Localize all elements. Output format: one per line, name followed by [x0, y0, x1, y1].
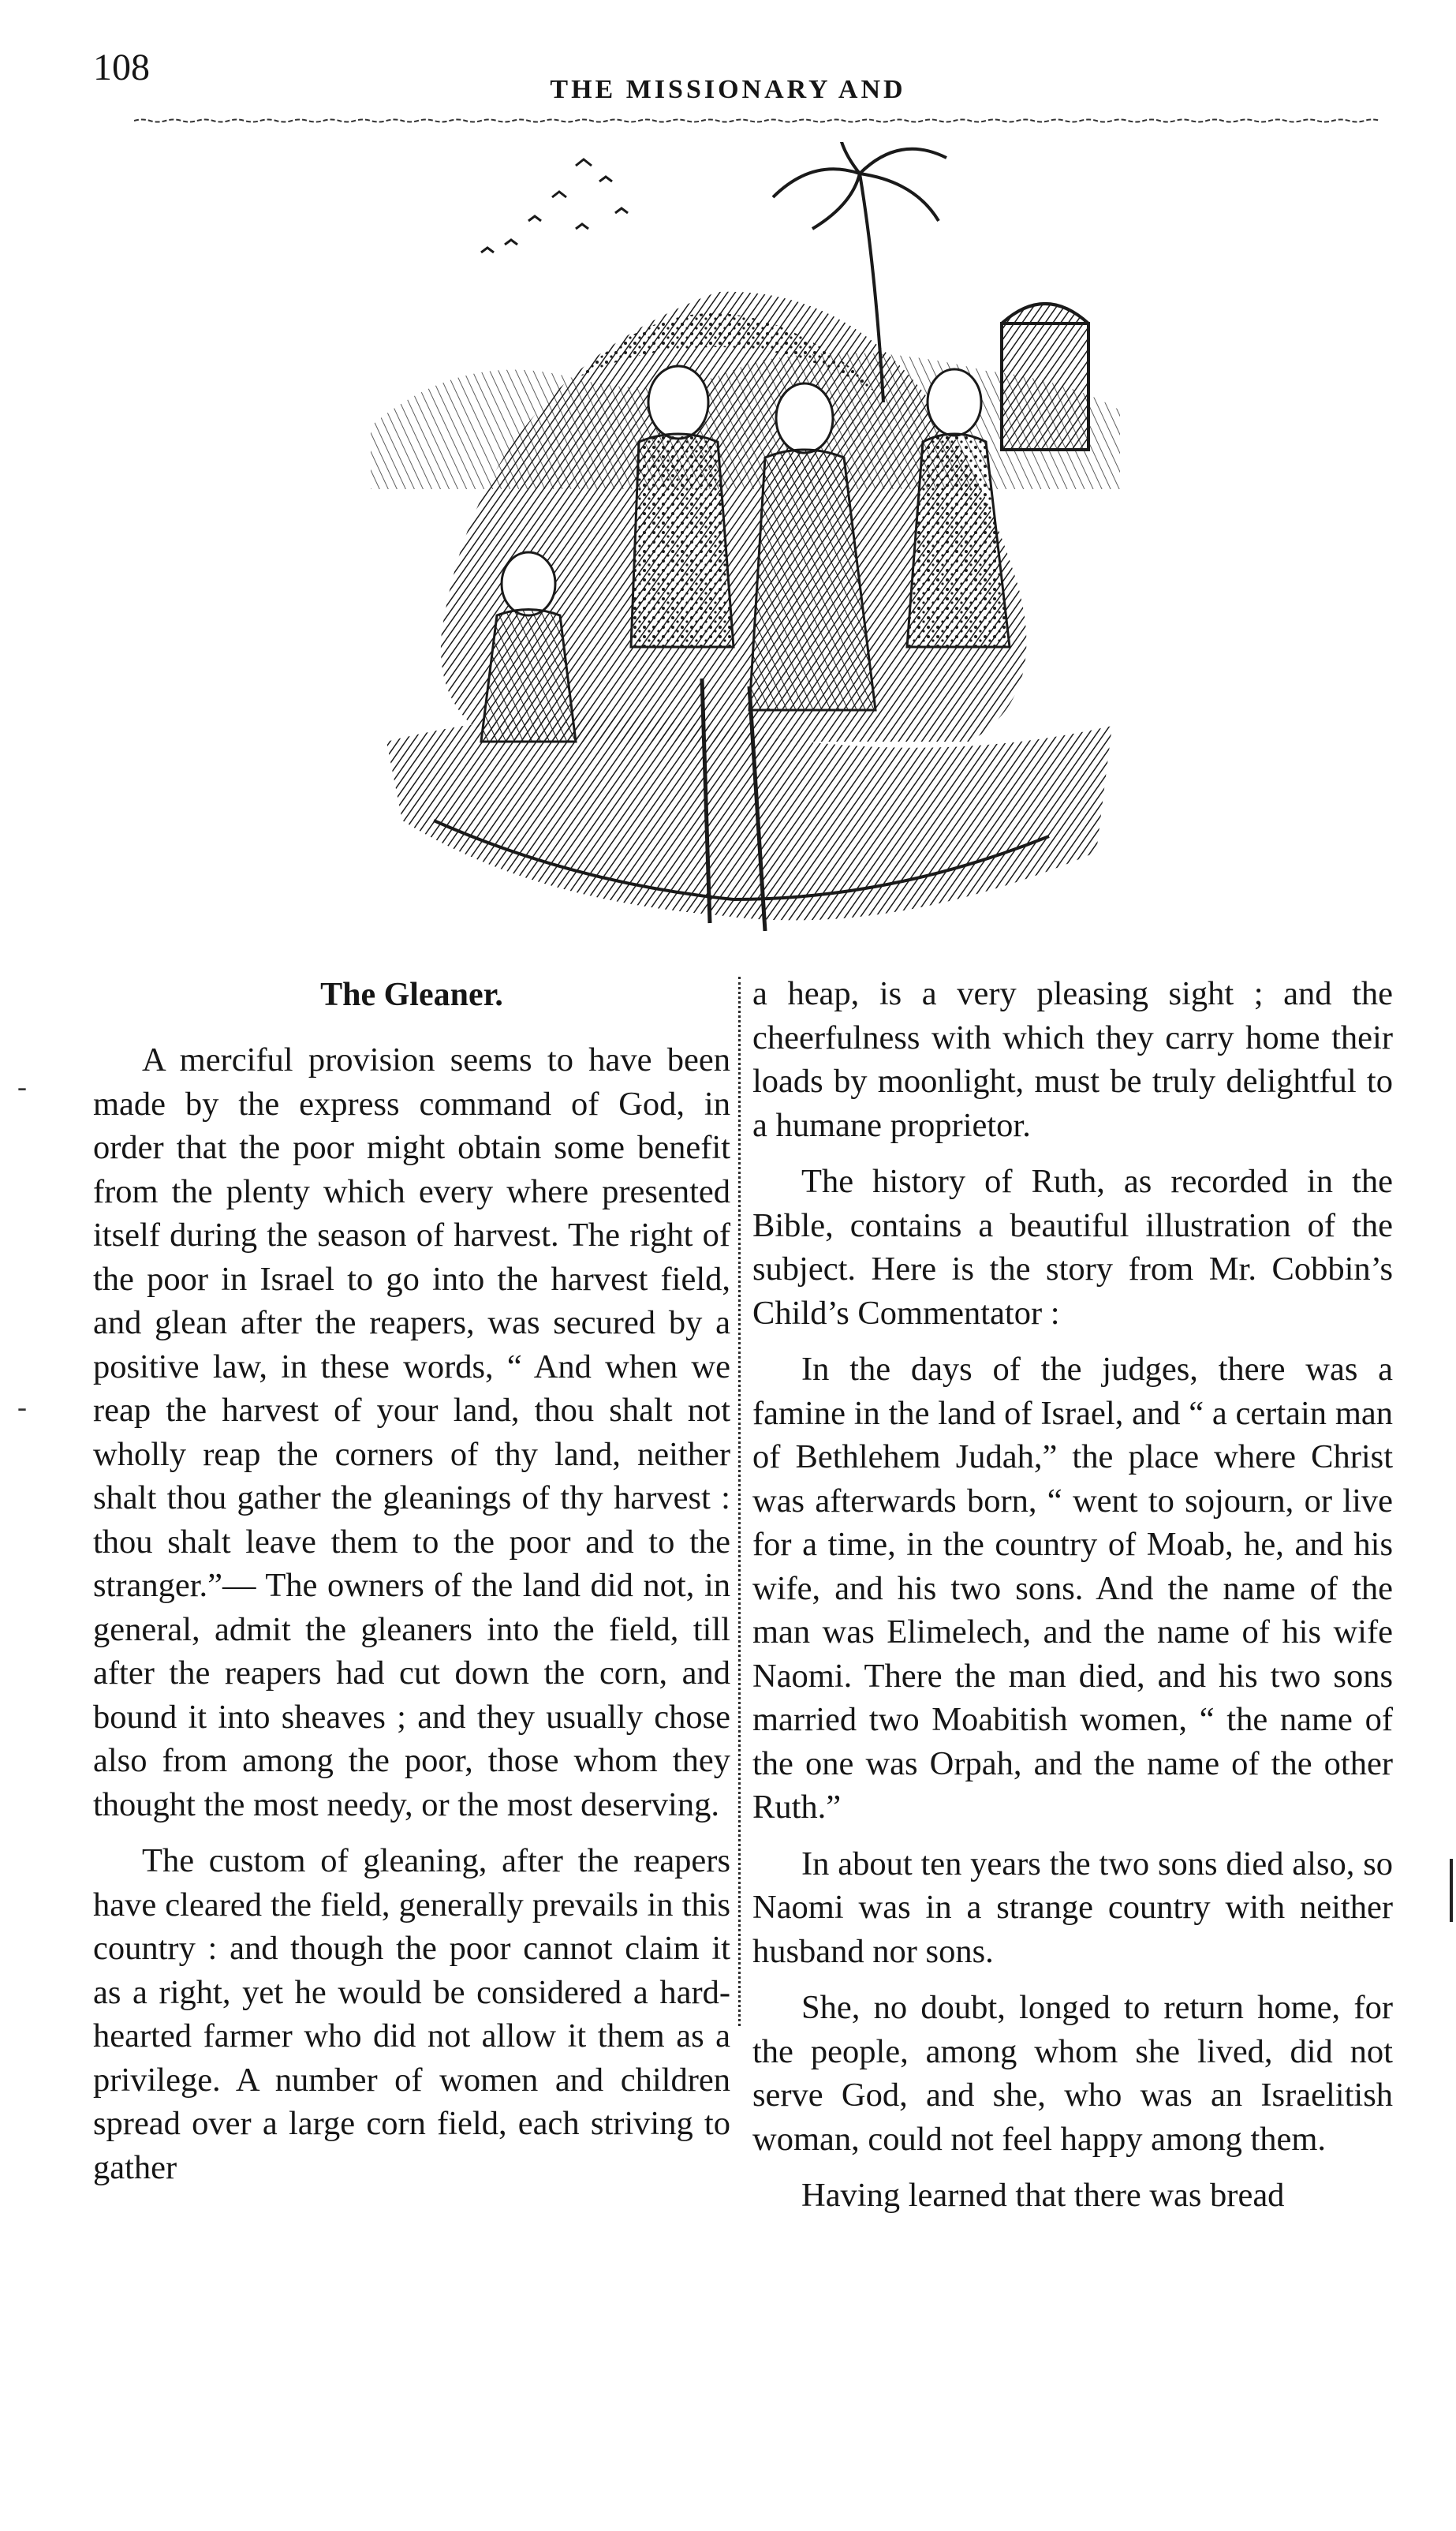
left-column	[93, 972, 730, 2202]
woodcut-image	[339, 142, 1128, 955]
paragraph: Having learned that there was bread	[801, 2177, 1285, 2214]
gleaners-woodcut-illustration	[339, 142, 1128, 955]
page-edge-mark	[1450, 1859, 1453, 1922]
paragraph: The custom of gleaning, after the reapers have cleared the field, generally prevails in this country : and though the poor cannot claim it as a right, yet he would be considered a hard-hearted farmer who did not allow it them as a privilege. A number of women and children spread over a large corn field, each striving to gather	[93, 1842, 730, 2186]
paragraph: In about ten years the two sons died also, so Naomi was in a strange country with neither husband nor sons.	[752, 1845, 1393, 1970]
column-divider	[738, 977, 744, 2026]
paragraph: In the days of the judges, there was a famine in the land of Israel, and “ a certain man of Bethlehem Judah,” the place where Christ was afterwards born, “ went to sojourn, or live for a time, in the country of Moab, he, and his wife, and his two sons. And the name of the man was Elimelech, and the name of his wife Naomi. There the man died, and his two sons married two Moabitish women, “ the name of the one was Orpah, and the name of the other Ruth.”	[752, 1351, 1393, 1826]
margin-mark: -	[17, 1071, 27, 1102]
page-number: 108	[93, 47, 150, 88]
paragraph: a heap, is a very pleasing sight ; and the cheerfulness with which they carry home their loads by moonlight, must be truly delightful to a humane proprietor.	[752, 975, 1393, 1144]
margin-mark: -	[17, 1391, 27, 1423]
distant-building	[1002, 304, 1088, 450]
paragraph: She, no doubt, longed to return home, for the people, among whom she lived, did not serve God, and she, who was an Israelitish woman, could not feel happy among them.	[752, 1989, 1393, 2158]
paragraph: The history of Ruth, as recorded in the Bible, contains a beautiful illustration of the subject. Here is the story from Mr. Cobbin’s Child’s Commentator :	[752, 1163, 1393, 1332]
right-column	[752, 972, 1393, 2230]
article-title: The Gleaner.	[320, 977, 503, 1013]
running-head: THE MISSIONARY AND	[550, 75, 906, 104]
header-rule	[134, 118, 1388, 123]
paragraph: A merciful provision seems to have been made by the express command of God, in order that the poor might obtain some benefit from the plenty which every where presented itself during the season of harvest. The right of the poor in Israel to go into the harvest field, and glean after the reapers, was secured by a positive law, in these words, “ And when we reap the harvest of your land, thou shalt not wholly reap the corners of thy land, neither shalt thou gather the gleanings of thy harvest : thou shalt leave them to the poor and to the stranger.”— The owners of the land did not, in general, admit the gleaners into the field, till after the reapers had cut down the corn, and bound it into sheaves ; and they usually chose also from among the poor, those whom they thought the most needy, or the most deserving.	[93, 1041, 730, 1823]
